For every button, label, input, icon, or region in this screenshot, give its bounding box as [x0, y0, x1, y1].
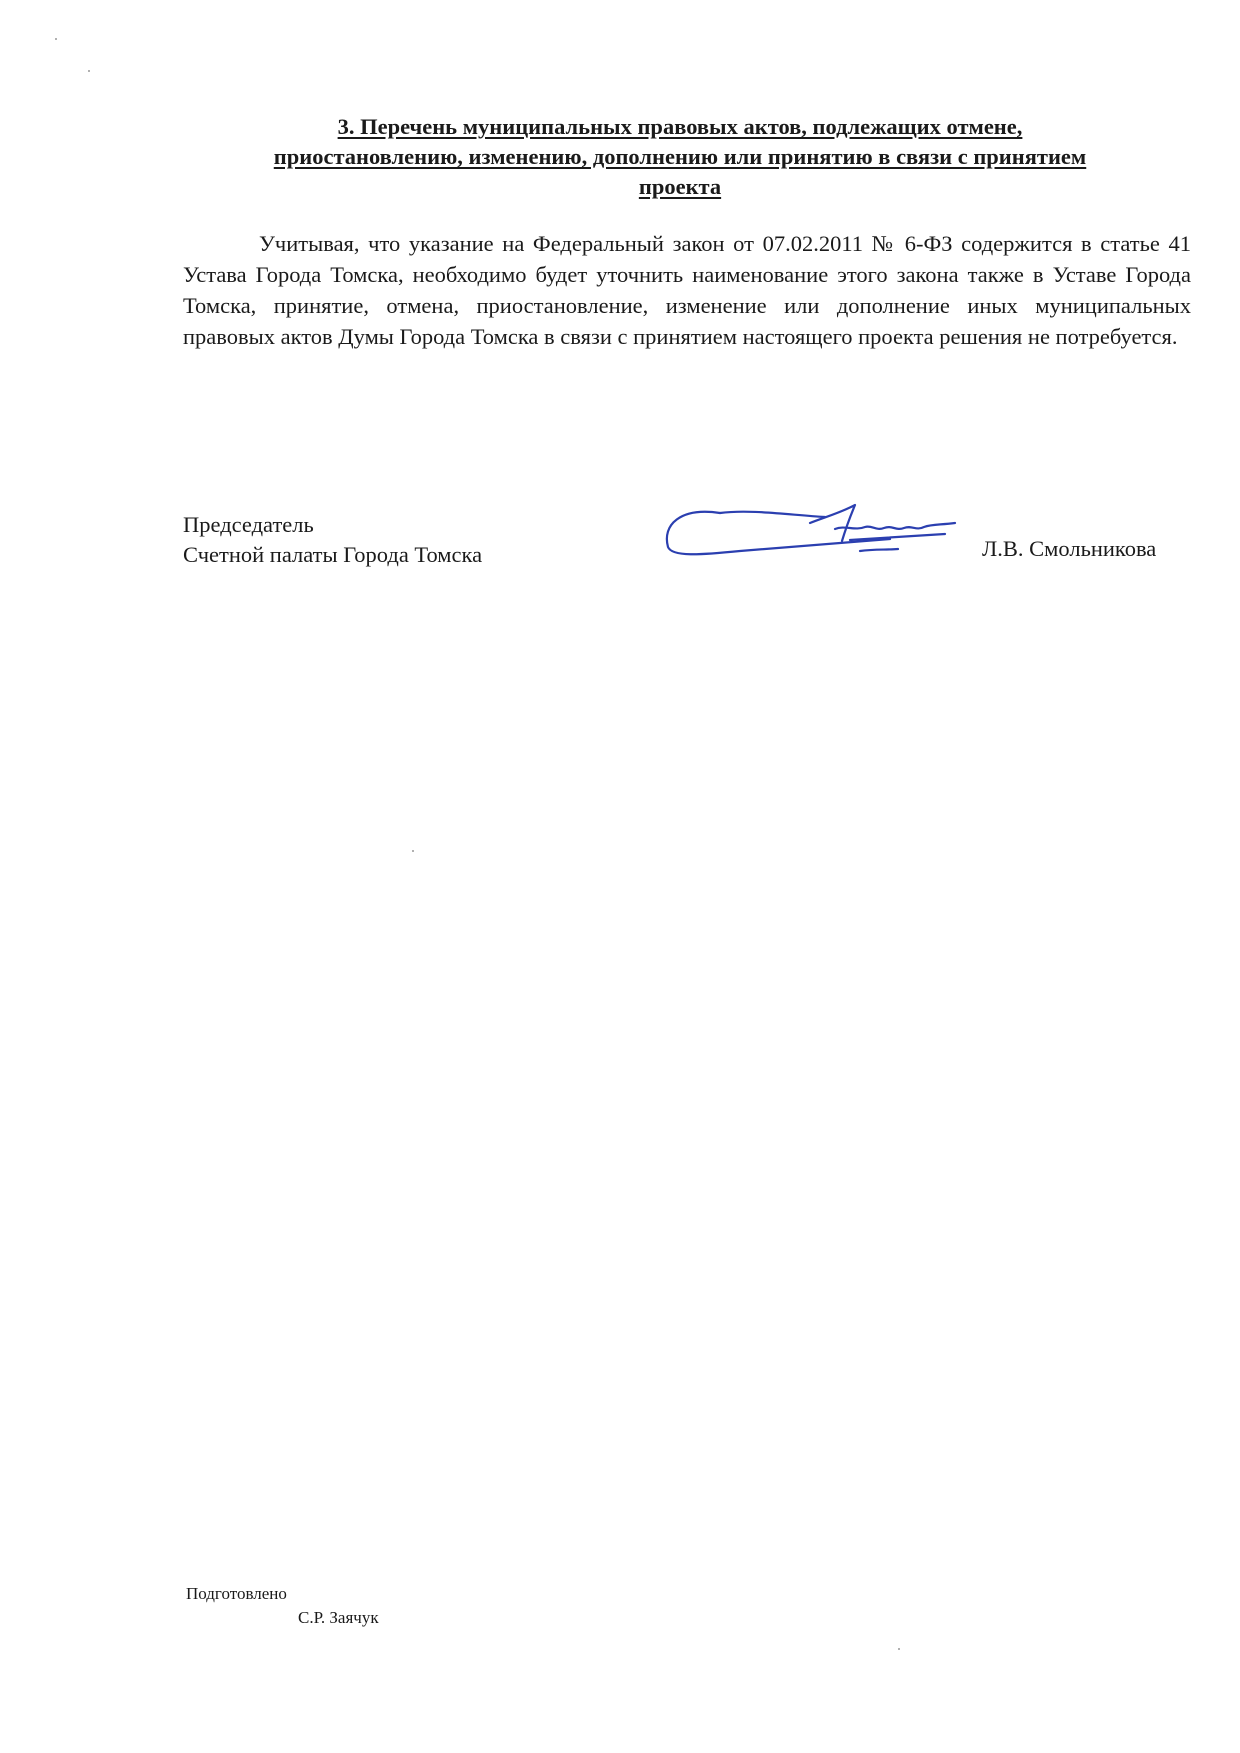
body-paragraph: Учитывая, что указание на Федеральный закон от 07.02.2011 № 6-ФЗ содержится в статье 41 Устава Города Томска, необходимо будет уточнить наименование этого закона также в Уставе Города Томска, принятие, отмена, приостановление, изменение или дополнение иных муниципальных правовых актов Думы Города Томска в связи с принятием настоящего проекта решения не потребуется.: [183, 231, 1191, 349]
scan-speck: [412, 850, 414, 852]
signatory-name: Л.В. Смольникова: [982, 536, 1157, 561]
heading-line-3: проекта: [638, 174, 722, 199]
heading-line-1: 3. Перечень муниципальных правовых актов, подлежащих отмене,: [337, 114, 1023, 139]
prepared-by: [186, 1582, 379, 1630]
handwritten-signature: [660, 495, 990, 565]
scan-speck: [898, 1648, 900, 1650]
prepared-name: С.Р. Заячук: [298, 1608, 379, 1627]
prepared-label: Подготовлено: [186, 1584, 287, 1603]
scan-speck: [55, 38, 57, 40]
scan-speck: [88, 70, 90, 72]
signatory-title-line-2: Счетной палаты Города Томска: [183, 542, 483, 567]
heading-line-2: приостановлению, изменению, дополнению или принятию в связи с принятием: [273, 144, 1087, 169]
signatory-title-line-1: Председатель: [183, 512, 314, 537]
section-heading: [200, 112, 1160, 202]
signatory-title: [183, 510, 482, 570]
